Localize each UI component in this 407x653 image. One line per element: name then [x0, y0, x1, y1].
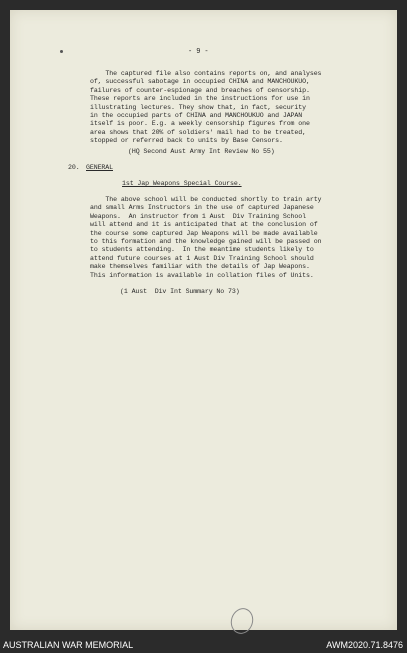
handwritten-mark — [228, 605, 257, 637]
section-title: GENERAL — [86, 164, 113, 171]
footer-institution: AUSTRALIAN WAR MEMORIAL — [3, 640, 134, 650]
reference-div-int-summary: (1 Aust Div Int Summary No 73) — [120, 288, 240, 295]
reference-army-int-review: (HQ Second Aust Army Int Review No 55) — [128, 148, 275, 155]
margin-mark — [60, 50, 63, 53]
page-number: - 9 - — [188, 48, 209, 56]
paragraph-jap-weapons-course: The above school will be conducted shortly to train arty and small Arms Instructors in the use of captured Japanese Weapons. An instructor from 1 Aust Div Training School will attend and it is anticipated that at the conclusion of the course some captured Jap Weapons will be made available to this formation and the knowledge gained will be passed on to students attending. In the meantime students likely to attend future courses at 1 Aust Div Training School should make themselves familiar with the details of Jap Weapons. This information is available in collation files of Units. — [90, 196, 322, 279]
subsection-title: 1st Jap Weapons Special Course. — [122, 180, 242, 187]
archive-footer — [0, 636, 407, 653]
footer-accession-number: AWM2020.71.8476 — [326, 640, 403, 650]
section-number: 20. — [68, 164, 80, 171]
document-page — [10, 10, 397, 630]
paragraph-sabotage-reports: The captured file also contains reports on, and analyses of, successful sabotage in occupied CHINA and MANCHOUKUO, failures of counter-espionage and breaches of censorship. These reports are included in the instructions for use in illustrating lectures. They show that, in fact, security in the occupied parts of CHINA and MANCHOUKUO and JAPAN itself is poor. E.g. a weekly censorship figures from one area shows that 20% of soldiers' mail had to be treated, stopped or referred back to units by Base Censors. — [90, 70, 322, 145]
